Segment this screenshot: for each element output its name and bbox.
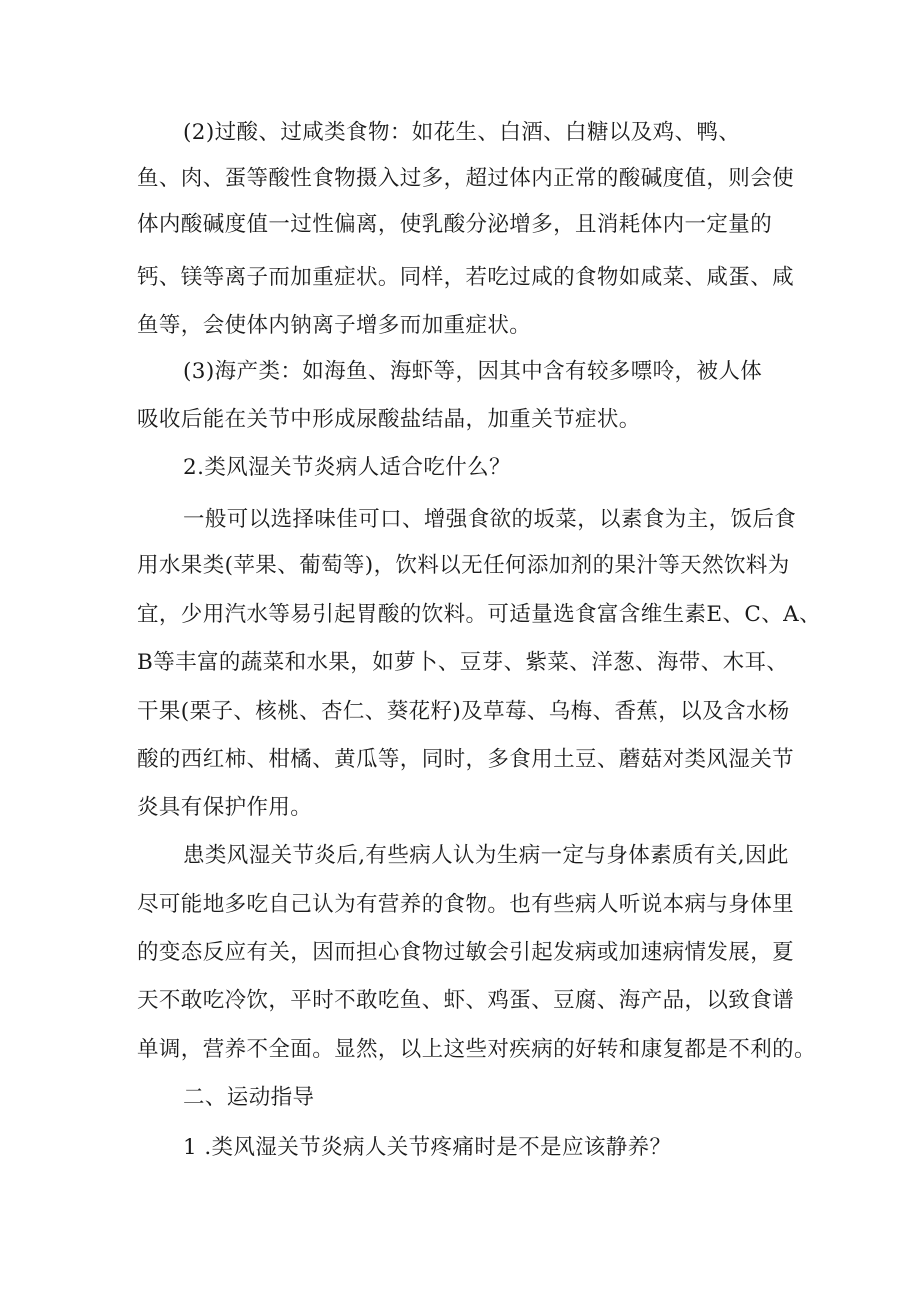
text-line: 单调，营养不全面。显然，以上这些对疾病的好转和康复都是不利的。 (137, 1037, 816, 1062)
text-line: 酸的西红柿、柑橘、黄瓜等，同时，多食用土豆、蘑菇对类风湿关节 (137, 747, 795, 772)
text-line: 的变态反应有关，因而担心食物过敏会引起发病或加速病情发展，夏 (137, 940, 795, 965)
text-line: 宜，少用汽水等易引起胃酸的饮料。可适量选食富含维生素E、C、A、 (137, 602, 821, 627)
text-line: 干果(栗子、核桃、杏仁、葵花籽)及草莓、乌梅、香蕉，以及含水杨 (137, 699, 790, 724)
text-line: 一般可以选择味佳可口、增强食欲的坂菜，以素食为主，饭后食 (183, 507, 797, 532)
text-line: 天不敢吃冷饮，平时不敢吃鱼、虾、鸡蛋、豆腐、海产品，以致食谱 (137, 988, 795, 1013)
section-heading: 二、运动指导 (183, 1085, 315, 1110)
text-line: 用水果类(苹果、葡萄等)，饮料以无任何添加剂的果汁等天然饮料为 (137, 553, 790, 578)
text-line: (2)过酸、过咸类食物：如花生、白酒、白糖以及鸡、鸭、 (183, 120, 741, 145)
text-line: 吸收后能在关节中形成尿酸盐结晶，加重关节症状。 (137, 407, 641, 432)
text-line: 尽可能地多吃自己认为有营养的食物。也有些病人听说本病与身体里 (137, 892, 795, 917)
text-line: 炎具有保护作用。 (137, 795, 313, 820)
text-line: 鱼、肉、蛋等酸性食物摄入过多，超过体内正常的酸碱度值，则会使 (137, 166, 795, 191)
text-line: 钙、镁等离子而加重症状。同样，若吃过咸的食物如咸菜、咸蛋、咸 (137, 265, 795, 290)
text-line: B等丰富的蔬菜和水果，如萝卜、豆芽、紫菜、洋葱、海带、木耳、 (137, 650, 789, 675)
section-heading: 2.类风湿关节炎病人适合吃什么？ (183, 455, 511, 480)
text-line: 患类风湿关节炎后,有些病人认为生病一定与身体素质有关,因此 (183, 843, 789, 868)
text-line: 体内酸碱度值一过性偏离，使乳酸分泌增多，且消耗体内一定量的 (137, 212, 773, 237)
text-line: (3)海产类：如海鱼、海虾等，因其中含有较多嘌呤，被人体 (183, 359, 763, 384)
text-line: 鱼等，会使体内钠离子增多而加重症状。 (137, 313, 532, 338)
subsection-heading: 1 .类风湿关节炎病人关节疼痛时是不是应该静养？ (183, 1135, 672, 1160)
